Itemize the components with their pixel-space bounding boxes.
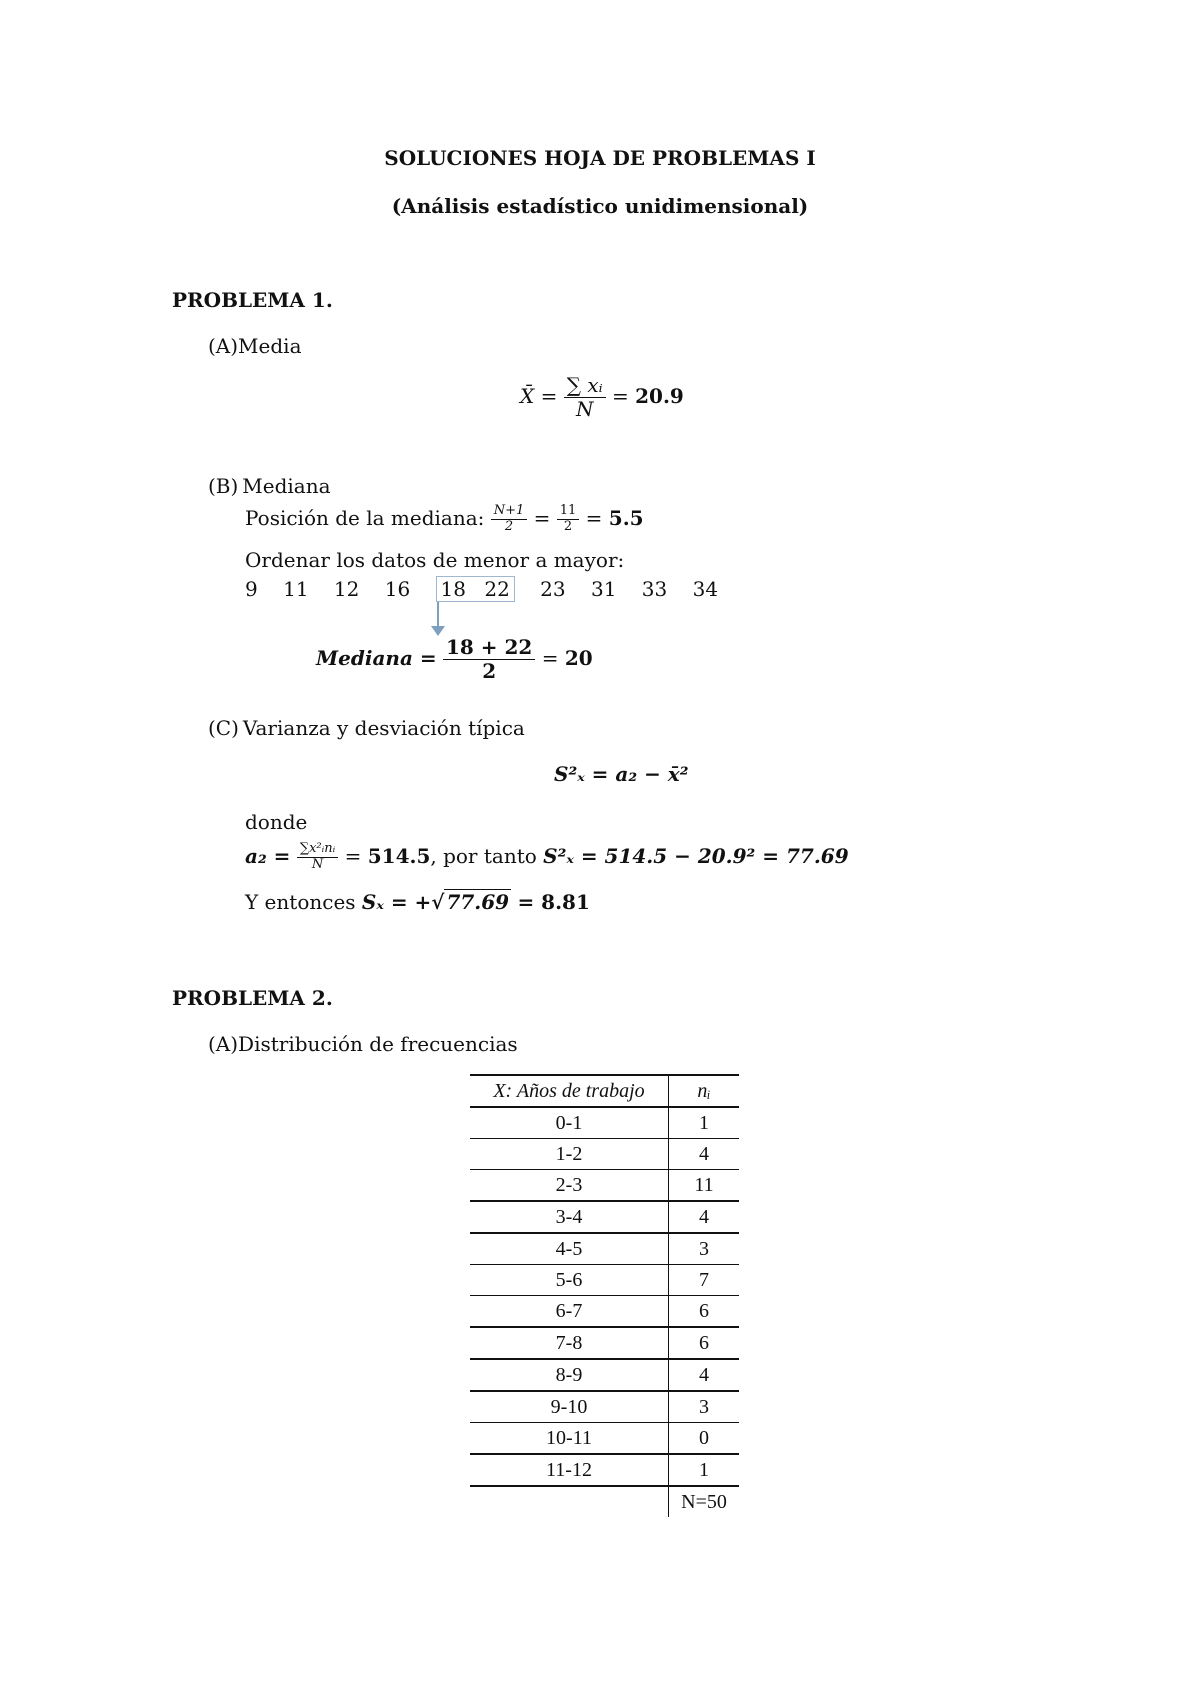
row-interval: 0-1 [470, 1107, 669, 1139]
a2-equals: = [344, 843, 362, 868]
row-interval: 4-5 [470, 1233, 669, 1265]
median-fraction [443, 636, 535, 683]
median-numerator: 18 + 22 [443, 636, 535, 660]
median-equals: = [541, 646, 559, 670]
a2-connector-text: , por tanto [430, 843, 537, 868]
problem2-a-label: (A)Distribución de frecuencias [208, 1032, 518, 1056]
problem1-a-label: (A)Media [208, 334, 302, 358]
column-header-years: X: Años de trabajo [470, 1075, 669, 1107]
median-arrow-icon [428, 602, 448, 638]
median-position-numerator: N+1 [491, 504, 528, 520]
median-position-fraction [491, 504, 528, 535]
row-frequency: 6 [669, 1296, 740, 1328]
table-row [470, 1139, 739, 1170]
data-value: 31 [590, 577, 617, 601]
a2-lhs: a₂ = [245, 843, 291, 868]
std-dev-text: Y entonces [245, 890, 356, 914]
data-value: 23 [540, 577, 566, 601]
problem1-b-label: (B) Mediana [208, 474, 331, 498]
row-frequency: 1 [669, 1454, 740, 1486]
table-row [470, 1107, 739, 1139]
median-lhs: Mediana = [316, 646, 437, 670]
data-value: 11 [283, 577, 309, 601]
row-frequency: 3 [669, 1391, 740, 1423]
row-frequency: 0 [669, 1423, 740, 1455]
data-value: 12 [333, 577, 360, 601]
median-position-line [245, 504, 644, 535]
table-row [470, 1327, 739, 1359]
row-frequency: 1 [669, 1107, 740, 1139]
data-value: 16 [384, 577, 411, 601]
mean-formula [520, 374, 684, 421]
median-denominator: 2 [482, 659, 497, 683]
mean-lhs: X̄ = [520, 384, 558, 408]
std-dev-lhs: Sₓ = +√ [361, 890, 445, 914]
problem2-heading: PROBLEMA 2. [172, 986, 333, 1010]
median-position-numerator-2: 11 [557, 504, 580, 520]
row-frequency: 4 [669, 1139, 740, 1170]
mean-fraction [564, 374, 606, 421]
a2-line [245, 842, 849, 873]
mean-numerator: ∑ xᵢ [564, 374, 606, 398]
mean-value: 20.9 [635, 384, 684, 408]
row-interval: 10-11 [470, 1423, 669, 1455]
table-row [470, 1233, 739, 1265]
row-interval: 8-9 [470, 1359, 669, 1391]
data-value: 33 [641, 577, 668, 601]
table-row [470, 1265, 739, 1296]
row-interval: 11-12 [470, 1454, 669, 1486]
variance-formula: S²ₓ = a₂ − x̄² [554, 762, 689, 786]
mean-denominator: N [575, 397, 594, 421]
mean-equals: = [612, 384, 629, 408]
a2-numerator: ∑x²ᵢnᵢ [297, 842, 338, 858]
table-row [470, 1201, 739, 1233]
a2-denominator: N [311, 856, 324, 872]
table-row [470, 1359, 739, 1391]
row-interval: 5-6 [470, 1265, 669, 1296]
data-value: 22 [484, 577, 510, 601]
table-header-row [470, 1075, 739, 1107]
median-value: 20 [564, 646, 593, 670]
row-interval: 7-8 [470, 1327, 669, 1359]
table-row [470, 1296, 739, 1328]
total-value: N=50 [669, 1486, 740, 1517]
row-frequency: 3 [669, 1233, 740, 1265]
median-position-equals: = [533, 505, 551, 530]
frequency-table [470, 1074, 739, 1517]
total-empty-cell [470, 1486, 669, 1517]
problem1-heading: PROBLEMA 1. [172, 288, 333, 312]
data-value: 18 [440, 577, 466, 601]
variance-result: S²ₓ = 514.5 − 20.9² = 77.69 [543, 843, 849, 868]
median-position-denominator: 2 [504, 518, 514, 534]
row-interval: 6-7 [470, 1296, 669, 1328]
data-value: 9 [245, 577, 258, 601]
row-interval: 9-10 [470, 1391, 669, 1423]
std-dev-result: = 8.81 [517, 890, 590, 914]
row-frequency: 4 [669, 1201, 740, 1233]
std-dev-line [245, 890, 590, 914]
column-header-frequency: nᵢ [669, 1075, 740, 1107]
row-interval: 1-2 [470, 1139, 669, 1170]
median-position-value: 5.5 [608, 505, 644, 530]
data-value: 34 [692, 577, 719, 601]
a2-fraction [297, 842, 338, 873]
document-title: SOLUCIONES HOJA DE PROBLEMAS I [384, 146, 816, 170]
order-data-label: Ordenar los datos de menor a mayor: [245, 548, 625, 572]
row-frequency: 11 [669, 1170, 740, 1202]
a2-value: 514.5 [367, 843, 431, 868]
median-position-fraction-2 [557, 504, 580, 535]
median-position-equals-2: = [585, 505, 603, 530]
ordered-data-sequence [245, 576, 737, 602]
row-frequency: 4 [669, 1359, 740, 1391]
table-row [470, 1391, 739, 1423]
row-frequency: 7 [669, 1265, 740, 1296]
median-formula [316, 636, 593, 683]
row-frequency: 6 [669, 1327, 740, 1359]
document-subtitle: (Análisis estadístico unidimensional) [391, 194, 809, 218]
donde-label: donde [245, 810, 308, 834]
problem1-c-label: (C) Varianza y desviación típica [208, 716, 525, 740]
std-dev-radicand: 77.69 [446, 890, 510, 914]
median-position-denominator-2: 2 [563, 518, 573, 534]
row-interval: 2-3 [470, 1170, 669, 1202]
table-row [470, 1170, 739, 1202]
table-row [470, 1423, 739, 1455]
table-total-row [470, 1486, 739, 1517]
row-interval: 3-4 [470, 1201, 669, 1233]
table-row [470, 1454, 739, 1486]
median-values-box [436, 576, 515, 602]
median-position-label: Posición de la mediana: [245, 505, 485, 530]
